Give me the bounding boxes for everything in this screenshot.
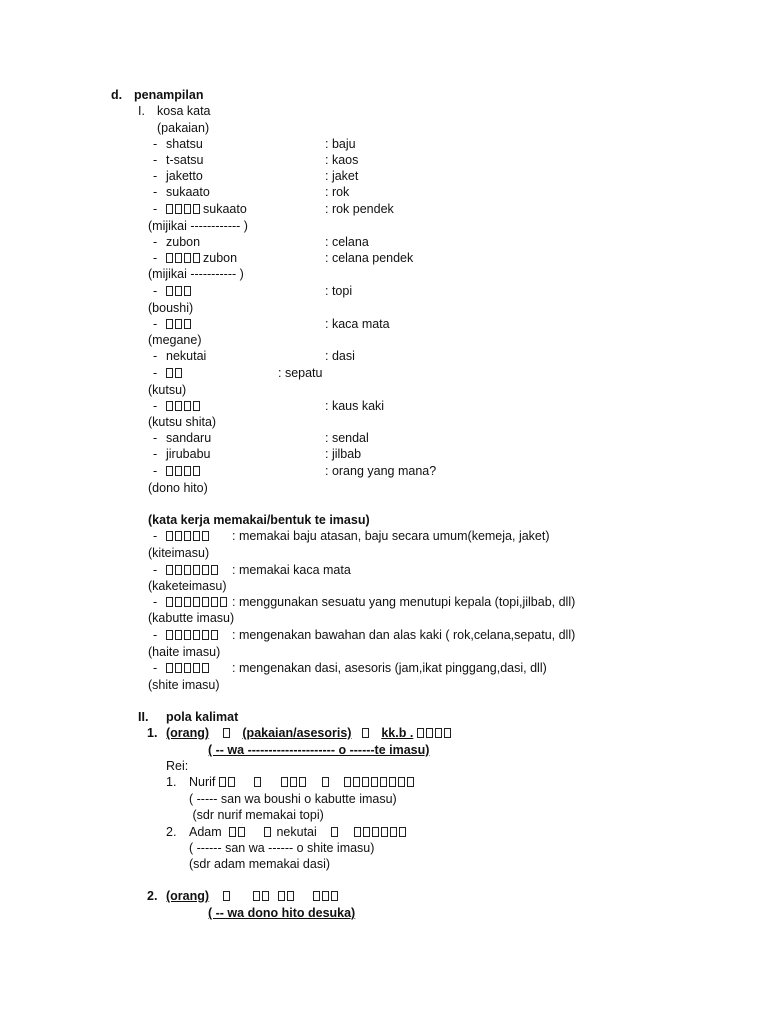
- vocab-term: zubon: [203, 251, 238, 265]
- example-reading: ( ----- san wa boushi o kabutte imasu): [189, 792, 397, 806]
- verb-glyphs: [166, 562, 220, 578]
- vocab-term: t-satsu: [166, 153, 204, 167]
- vocab-dash: -: [153, 447, 158, 461]
- vocab-reading: (dono hito): [148, 481, 208, 495]
- vocab-dash: -: [153, 153, 158, 167]
- vocab-meaning: : celana: [325, 235, 369, 249]
- vocab-meaning: : rok: [325, 185, 350, 199]
- pattern-reading: ( -- wa --------------------- o ------te imasu): [208, 743, 430, 757]
- vocab-term: sukaato: [203, 202, 247, 216]
- vocab-term: zubon: [166, 235, 201, 249]
- vocab-dash: -: [153, 349, 158, 363]
- section-letter: d.: [111, 88, 123, 102]
- vocab-term: jaketto: [166, 169, 203, 183]
- group-label-pakaian: (pakaian): [157, 121, 210, 135]
- vocab-term: sukaato: [166, 185, 210, 199]
- vocab-meaning: : rok pendek: [325, 202, 394, 216]
- verb-reading: (kabutte imasu): [148, 611, 235, 625]
- pattern-number: 2.: [147, 889, 158, 903]
- vocab-reading: (mijikai ------------ ): [148, 219, 248, 233]
- example-object: nekutai: [276, 825, 317, 839]
- vocab-meaning: : jaket: [325, 169, 359, 183]
- vocab-glyphs: [166, 250, 202, 266]
- verb-dash: -: [153, 661, 158, 675]
- verb-dash: -: [153, 563, 158, 577]
- vocab-meaning: : sendal: [325, 431, 369, 445]
- sub-title-2: pola kalimat: [166, 710, 239, 724]
- verb-reading: (haite imasu): [148, 645, 221, 659]
- vocab-dash: -: [153, 431, 158, 445]
- vocab-meaning: : topi: [325, 284, 353, 298]
- vocab-dash: -: [153, 399, 158, 413]
- vocab-meaning: : jilbab: [325, 447, 362, 461]
- pattern-subject: (orang): [166, 889, 210, 903]
- vocab-dash: -: [153, 284, 158, 298]
- verb-glyphs: [166, 660, 211, 676]
- sub-title-1: kosa kata: [157, 104, 211, 118]
- vocab-meaning: : kaos: [325, 153, 359, 167]
- vocab-dash: -: [153, 251, 158, 265]
- verb-meaning: : mengenakan dasi, asesoris (jam,ikat pinggang,dasi, dll): [232, 661, 547, 675]
- vocab-meaning: : baju: [325, 137, 356, 151]
- vocab-meaning: : celana pendek: [325, 251, 414, 265]
- vocab-glyphs: [166, 463, 202, 479]
- vocab-glyphs: [166, 398, 202, 414]
- vocab-dash: -: [153, 235, 158, 249]
- vocab-meaning: : kaus kaki: [325, 399, 385, 413]
- vocab-reading: (boushi): [148, 301, 194, 315]
- example-line: [189, 774, 416, 790]
- verb-glyphs: [166, 594, 229, 610]
- vocab-meaning: : kaca mata: [325, 317, 390, 331]
- example-translation: (sdr nurif memakai topi): [189, 808, 324, 822]
- example-number: 2.: [166, 825, 177, 839]
- pattern-line: [166, 888, 340, 904]
- vocab-glyphs: [166, 201, 202, 217]
- verb-glyphs: [166, 627, 220, 643]
- verb-dash: -: [153, 529, 158, 543]
- verb-meaning: : memakai baju atasan, baju secara umum(kemeja, jaket): [232, 529, 550, 543]
- vocab-dash: -: [153, 464, 158, 478]
- vocab-term: jirubabu: [166, 447, 211, 461]
- section-title: penampilan: [134, 88, 204, 102]
- verb-dash: -: [153, 628, 158, 642]
- vocab-glyphs: [166, 316, 193, 332]
- vocab-dash: -: [153, 202, 158, 216]
- vocab-glyphs: [166, 365, 184, 381]
- pattern-object: (pakaian/asesoris): [242, 726, 352, 740]
- verb-meaning: : mengenakan bawahan dan alas kaki ( rok,celana,sepatu, dll): [232, 628, 576, 642]
- pattern-number: 1.: [147, 726, 158, 740]
- vocab-dash: -: [153, 169, 158, 183]
- verbs-heading: (kata kerja memakai/bentuk te imasu): [148, 513, 370, 527]
- vocab-dash: -: [153, 185, 158, 199]
- pattern-reading: ( -- wa dono hito desuka): [208, 906, 356, 920]
- vocab-reading: (mijikai ----------- ): [148, 267, 244, 281]
- vocab-term: sandaru: [166, 431, 212, 445]
- example-name: Adam: [189, 825, 222, 839]
- example-number: 1.: [166, 775, 177, 789]
- example-reading: ( ------ san wa ------ o shite imasu): [189, 841, 375, 855]
- sub-number-2: II.: [138, 710, 149, 724]
- vocab-reading: (kutsu shita): [148, 415, 217, 429]
- verb-reading: (kaketeimasu): [148, 579, 227, 593]
- vocab-dash: -: [153, 137, 158, 151]
- verb-dash: -: [153, 595, 158, 609]
- verb-reading: (shite imasu): [148, 678, 220, 692]
- example-line: [189, 824, 408, 840]
- vocab-term: shatsu: [166, 137, 203, 151]
- verb-meaning: : menggunakan sesuatu yang menutupi kepala (topi,jilbab, dll): [232, 595, 576, 609]
- vocab-term: nekutai: [166, 349, 207, 363]
- example-label: Rei:: [166, 759, 189, 773]
- vocab-dash: -: [153, 317, 158, 331]
- vocab-glyphs: [166, 283, 193, 299]
- vocab-meaning: : orang yang mana?: [325, 464, 437, 478]
- pattern-line: [166, 725, 453, 741]
- vocab-reading: (kutsu): [148, 383, 187, 397]
- pattern-subject: (orang): [166, 726, 210, 740]
- verb-reading: (kiteimasu): [148, 546, 210, 560]
- pattern-verb: kk.b .: [381, 726, 414, 740]
- verb-glyphs: [166, 528, 211, 544]
- vocab-meaning: : dasi: [325, 349, 355, 363]
- example-translation: (sdr adam memakai dasi): [189, 857, 331, 871]
- vocab-meaning: : sepatu: [278, 366, 323, 380]
- sub-number-1: I.: [138, 104, 145, 118]
- vocab-reading: (megane): [148, 333, 202, 347]
- verb-meaning: : memakai kaca mata: [232, 563, 351, 577]
- vocab-dash: -: [153, 366, 158, 380]
- example-name: Nurif: [189, 775, 216, 789]
